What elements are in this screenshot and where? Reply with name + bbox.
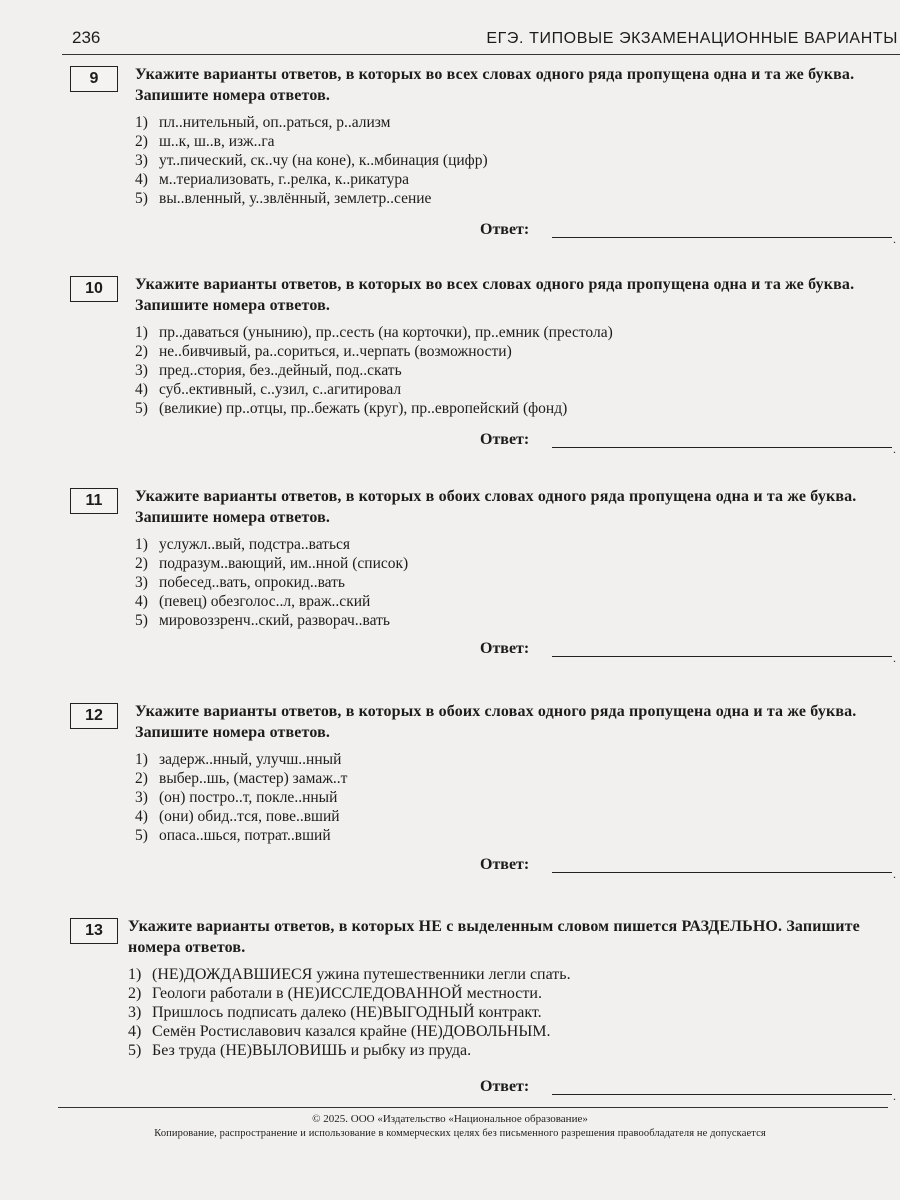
option-item — [135, 554, 875, 573]
task-question: Укажите варианты ответов, в которых во всех словах одного ряда пропущена одна и та же буква. Запишите номера ответов. — [135, 66, 855, 104]
option-item — [135, 189, 875, 208]
highlighted-word: (НЕ)ВЫЛОВИШЬ — [220, 1042, 347, 1059]
option-number: 5) — [128, 1042, 142, 1059]
option-number: 5) — [135, 190, 148, 207]
task-number: 11 — [85, 492, 103, 509]
question-text: Укажите варианты ответов, в которых НЕ с выделенным словом пишется — [128, 918, 682, 935]
option-text-end: и рыбку из пруда. — [346, 1042, 472, 1059]
answer-period: . — [893, 867, 896, 881]
option-number: 3) — [128, 1004, 142, 1021]
question-emphasis: РАЗДЕЛЬНО — [681, 918, 779, 935]
option-item — [128, 984, 868, 1003]
task-number-box — [70, 66, 118, 92]
option-text: Семён Ростиславович казался крайне — [152, 1023, 411, 1040]
answer-period: . — [893, 232, 896, 246]
option-item — [135, 323, 875, 342]
option-item — [128, 965, 868, 984]
option-text: Геологи работали в — [152, 985, 288, 1002]
option-item — [128, 1041, 868, 1060]
option-number: 2) — [128, 985, 142, 1002]
option-text-end: местности. — [462, 985, 542, 1002]
option-text: (они) обид..тся, пове..вший — [159, 808, 340, 825]
option-item — [135, 342, 875, 361]
option-text: услужл..вый, подстра..ваться — [159, 536, 351, 553]
option-number: 1) — [135, 324, 148, 341]
option-item — [135, 611, 875, 630]
page-header — [0, 0, 900, 60]
option-text-end: ужина путешественники легли спать. — [312, 966, 571, 983]
option-text-end: контракт. — [474, 1004, 542, 1021]
option-number: 5) — [135, 827, 148, 844]
options-list — [135, 323, 875, 418]
option-text: опаса..шься, потрат..вший — [159, 827, 331, 844]
answer-row — [480, 221, 900, 246]
option-text: ш..к, ш..в, изж..га — [159, 133, 275, 150]
option-item — [135, 788, 875, 807]
footer-rights-notice: Копирование, распространение и использование в коммерческих целях без письменного разрешения правообладателя не допускается — [154, 1128, 766, 1139]
option-item — [135, 151, 875, 170]
option-text: ут..пический, ск..чу (на коне), к..мбинация (цифр) — [159, 152, 488, 169]
answer-row — [480, 431, 900, 456]
header-divider — [62, 54, 900, 55]
highlighted-word: (НЕ)ВЫГОДНЫЙ — [350, 1004, 475, 1021]
task-number: 10 — [85, 280, 103, 297]
answer-label: Ответ: — [480, 431, 530, 448]
answer-period: . — [893, 651, 896, 665]
option-text: Пришлось подписать далеко — [152, 1004, 351, 1021]
option-text: вы..вленный, у..звлённый, землетр..сение — [159, 190, 432, 207]
option-text: побесед..вать, опрокид..вать — [159, 574, 345, 591]
task-number-box — [70, 918, 118, 944]
option-text: подразум..вающий, им..нной (список) — [159, 555, 409, 572]
option-item — [135, 573, 875, 592]
option-text: мировоззренч..ский, разворач..вать — [159, 612, 390, 629]
task-question: Укажите варианты ответов, в которых в обоих словах одного ряда пропущена одна и та же буква. Запишите номера ответов. — [135, 488, 857, 526]
option-number: 4) — [135, 171, 148, 188]
option-text: выбер..шь, (мастер) замаж..т — [159, 770, 348, 787]
answer-field[interactable] — [552, 237, 892, 238]
page-number: 236 — [72, 28, 101, 47]
task-question — [128, 916, 888, 958]
option-text-end: . — [546, 1023, 551, 1040]
running-title: ЕГЭ. ТИПОВЫЕ ЭКЗАМЕНАЦИОННЫЕ ВАРИАНТЫ — [486, 30, 898, 47]
highlighted-word: (НЕ)ИССЛЕДОВАННОЙ — [287, 985, 463, 1002]
option-text: Без труда — [152, 1042, 221, 1059]
option-item — [135, 750, 875, 769]
answer-row — [480, 1078, 900, 1103]
option-number: 5) — [135, 400, 148, 417]
task-number: 13 — [85, 922, 103, 939]
option-number: 1) — [135, 751, 148, 768]
option-text: пл..нительный, оп..раться, р..ализм — [159, 114, 391, 131]
task-question: Укажите варианты ответов, в которых во всех словах одного ряда пропущена одна и та же буква. Запишите номера ответов. — [135, 276, 855, 314]
option-number: 1) — [128, 966, 142, 983]
option-text: задерж..нный, улучш..нный — [159, 751, 342, 768]
option-item — [135, 113, 875, 132]
highlighted-word: (НЕ)ДОВОЛЬНЫМ — [410, 1023, 547, 1040]
option-item — [135, 132, 875, 151]
answer-row — [480, 640, 900, 665]
answer-period: . — [893, 1089, 896, 1103]
footer-divider — [58, 1107, 888, 1108]
option-item — [128, 1022, 868, 1041]
answer-label: Ответ: — [480, 221, 530, 238]
option-text: суб..ективный, с..узил, с..агитировал — [159, 381, 402, 398]
option-item — [135, 769, 875, 788]
task-number: 12 — [85, 707, 103, 724]
option-item — [135, 826, 875, 845]
option-number: 3) — [135, 574, 148, 591]
option-number: 3) — [135, 152, 148, 169]
options-list — [128, 965, 868, 1060]
option-item — [135, 807, 875, 826]
answer-field[interactable] — [552, 872, 892, 873]
option-text: пред..стория, без..дейный, под..скать — [159, 362, 402, 379]
option-number: 2) — [135, 133, 148, 150]
option-number: 1) — [135, 536, 148, 553]
task-number-box — [70, 703, 118, 729]
option-number: 3) — [135, 789, 148, 806]
option-number: 2) — [135, 555, 148, 572]
options-list — [135, 535, 875, 630]
options-list — [135, 750, 875, 845]
option-number: 2) — [135, 770, 148, 787]
task-number-box — [70, 276, 118, 302]
answer-field[interactable] — [552, 447, 892, 448]
option-text: пр..даваться (унынию), пр..сесть (на корточки), пр..емник (престола) — [159, 324, 613, 341]
option-text: м..териализовать, г..релка, к..рикатура — [159, 171, 409, 188]
question-text-end: . Запишите номера ответов. — [128, 918, 860, 956]
option-text: не..бивчивый, ра..сориться, и..черпать (возможности) — [159, 343, 512, 360]
option-item — [135, 361, 875, 380]
option-number: 1) — [135, 114, 148, 131]
option-number: 4) — [135, 381, 148, 398]
option-item — [135, 170, 875, 189]
option-item — [135, 535, 875, 554]
task-number: 9 — [89, 70, 99, 87]
answer-field[interactable] — [552, 656, 892, 657]
footer-copyright: © 2025. ООО «Издательство «Национальное образование» — [312, 1113, 588, 1125]
option-number: 3) — [135, 362, 148, 379]
highlighted-word: (НЕ)ДОЖДАВШИЕСЯ — [152, 966, 313, 983]
option-text: (певец) обезголос..л, враж..ский — [159, 593, 371, 610]
option-item — [135, 380, 875, 399]
answer-period: . — [893, 442, 896, 456]
answer-field[interactable] — [552, 1094, 892, 1095]
task-number-box — [70, 488, 118, 514]
option-number: 5) — [135, 612, 148, 629]
option-number: 4) — [135, 593, 148, 610]
option-number: 4) — [128, 1023, 142, 1040]
option-item — [135, 592, 875, 611]
option-text: (он) постро..т, покле..нный — [159, 789, 338, 806]
answer-label: Ответ: — [480, 1078, 530, 1095]
options-list — [135, 113, 875, 208]
option-text: (великие) пр..отцы, пр..бежать (круг), пр..европейский (фонд) — [159, 400, 568, 417]
answer-label: Ответ: — [480, 640, 530, 657]
option-number: 2) — [135, 343, 148, 360]
answer-row — [480, 856, 900, 881]
answer-label: Ответ: — [480, 856, 530, 873]
task-question: Укажите варианты ответов, в которых в обоих словах одного ряда пропущена одна и та же буква. Запишите номера ответов. — [135, 703, 857, 741]
option-item — [128, 1003, 868, 1022]
option-item — [135, 399, 875, 418]
option-number: 4) — [135, 808, 148, 825]
